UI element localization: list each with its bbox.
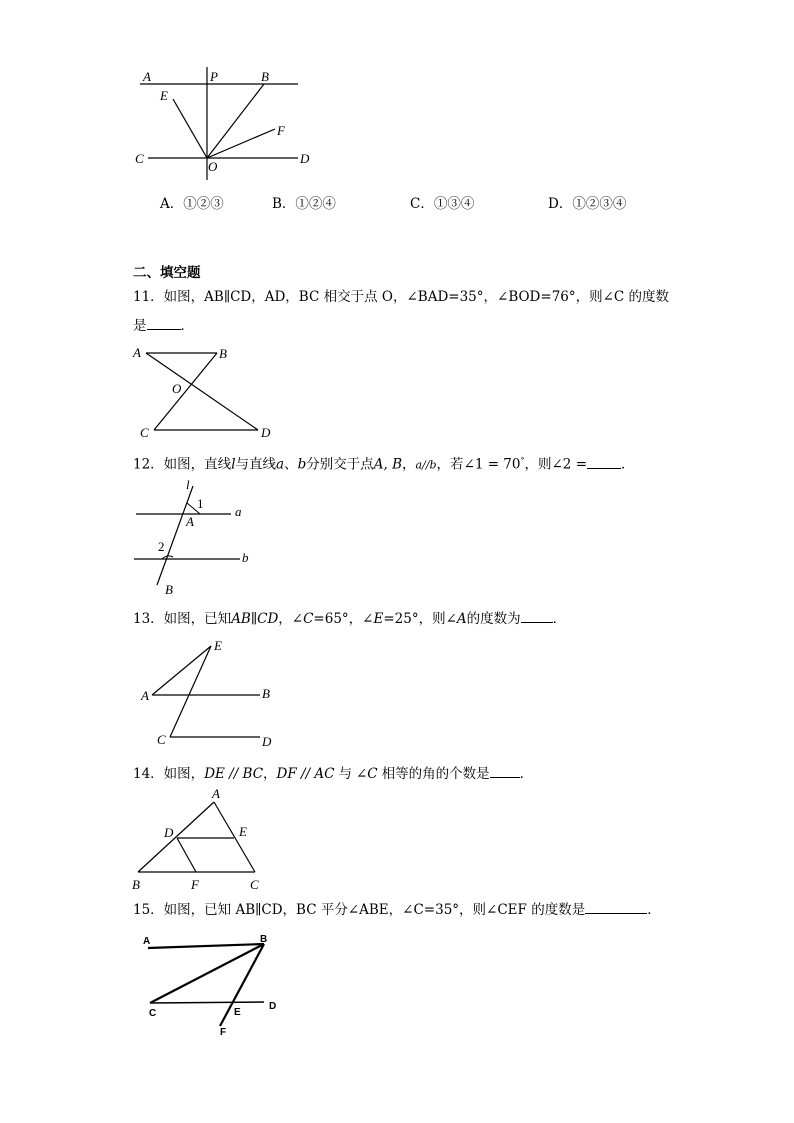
label-b: B (219, 346, 227, 361)
label-a: A (212, 786, 220, 801)
line-ec (170, 646, 211, 737)
var-ab: A, B (373, 456, 402, 473)
label-b: B (260, 934, 268, 945)
section-title: 二、填空题 (133, 265, 201, 281)
q12-text: ，若∠1 = 70 (436, 456, 521, 473)
choice-d (548, 192, 626, 212)
label-b: B (261, 69, 269, 84)
line-of (207, 129, 275, 158)
label-o: O (172, 381, 182, 396)
var-a: a (276, 456, 285, 473)
choice-text: ①②③ (183, 196, 224, 212)
label-e: E (214, 638, 222, 653)
question-11-line1 (133, 287, 669, 307)
choice-b (272, 192, 336, 212)
label-1: 1 (197, 496, 204, 511)
var-b: b (297, 456, 307, 473)
label-p: P (210, 69, 218, 84)
q13-text: =25°，则∠ (383, 611, 457, 627)
label-c: C (250, 877, 259, 892)
label-e: E (160, 88, 168, 103)
answer-blank[interactable] (521, 608, 553, 623)
q13-text: ∥ (250, 611, 258, 627)
var-de-bc: DE // BC (204, 766, 264, 782)
choice-letter: B． (272, 196, 296, 212)
q14-comma: ， (263, 766, 277, 782)
choice-letter: C． (410, 196, 434, 212)
choice-c (410, 192, 474, 212)
figure-q14 (130, 786, 270, 894)
label-c: C (149, 1008, 157, 1019)
label-a: A (143, 936, 151, 947)
q13-text: =65°，∠ (313, 611, 374, 627)
line-l (157, 486, 193, 585)
q12-text: 12．如图，直线 (133, 456, 232, 473)
q13-end: ． (552, 611, 567, 627)
degree-sign: ° (520, 456, 525, 465)
label-a: A (133, 345, 141, 360)
var-angle-c: ∠C (356, 766, 378, 782)
line-ob (207, 84, 264, 158)
answer-blank[interactable] (585, 899, 647, 914)
choice-text: ①②③④ (572, 196, 627, 212)
q13-text: 13．如图，已知 (133, 611, 232, 627)
line-cd (150, 1002, 264, 1003)
line-df (177, 838, 196, 872)
answer-blank[interactable] (587, 454, 621, 469)
line-ac (214, 802, 255, 872)
label-b: B (132, 877, 140, 892)
label-a: A (141, 688, 149, 703)
figure-q10 (130, 62, 330, 182)
q11-text-2: 是 (133, 318, 147, 334)
q14-end: ． (519, 766, 534, 782)
label-l: l (186, 477, 190, 492)
q12-sep: 、 (284, 456, 298, 473)
label-b-line: b (242, 550, 249, 565)
q11-end: ． (180, 318, 194, 334)
q14-text: 相等的角的个数是 (381, 766, 490, 782)
var-df-ac: DF // AC (276, 766, 335, 782)
figure-q11 (130, 342, 280, 442)
q15-end: ． (647, 902, 661, 918)
line-ae (152, 646, 211, 695)
choice-letter: A． (160, 196, 184, 212)
line-oe (173, 99, 207, 158)
figure-q12 (130, 478, 260, 600)
answer-blank[interactable] (147, 315, 181, 330)
question-13 (133, 608, 566, 629)
answer-blank[interactable] (490, 763, 520, 778)
label-b: B (262, 686, 270, 701)
label-2: 2 (158, 539, 165, 554)
label-d: D (261, 425, 271, 440)
var-parallel: a//b (415, 458, 437, 472)
q14-text: 14．如图， (133, 766, 205, 782)
var-e: E (373, 611, 384, 627)
q12-end: ． (621, 456, 635, 473)
label-b-point: B (165, 582, 173, 597)
label-e: E (239, 824, 247, 839)
q12-text: 与直线 (235, 456, 277, 473)
choice-text: ①②④ (295, 196, 336, 212)
label-f: F (277, 123, 285, 138)
label-d: D (269, 1001, 277, 1012)
label-f: F (191, 877, 199, 892)
q13-text: ，∠ (278, 611, 304, 627)
label-d: D (300, 151, 310, 166)
q13-text: 的度数为 (466, 611, 521, 627)
label-c: C (157, 732, 166, 747)
choice-text: ①③④ (433, 196, 475, 212)
label-f: F (220, 1027, 227, 1038)
figure-q15 (138, 930, 288, 1040)
q11-text: 11．如图，AB∥CD，AD，BC 相交于点 O，∠BAD=35°，∠BOD=76°，则∠C 的度数 (133, 289, 670, 305)
q12-text: ， (402, 456, 416, 473)
label-d: D (262, 734, 272, 749)
line-ab (138, 802, 214, 872)
q15-text: 15．如图，已知 AB∥CD，BC 平分∠ABE，∠C=35°，则∠CEF 的度数是 (133, 902, 586, 918)
label-d: D (164, 825, 174, 840)
question-11-line2 (133, 315, 194, 336)
label-c: C (135, 151, 144, 166)
question-15 (133, 899, 661, 920)
q12-text: ，则∠2 = (524, 456, 588, 473)
label-e: E (234, 1007, 241, 1018)
label-a-point: A (186, 514, 194, 529)
figure-q13 (130, 638, 280, 750)
q12-text: 分别交于点 (306, 456, 374, 473)
var-ab: AB (231, 611, 251, 627)
label-a: A (143, 69, 151, 84)
question-12 (133, 451, 635, 476)
label-o: O (208, 159, 218, 174)
var-cd: CD (257, 611, 279, 627)
var-l: l (231, 456, 236, 473)
line-bc (150, 944, 264, 1003)
choice-a (160, 192, 224, 212)
choice-letter: D． (548, 196, 573, 212)
line-ab (148, 944, 264, 948)
question-14 (133, 763, 533, 784)
label-c: C (140, 425, 149, 440)
label-a-line: a (235, 504, 242, 519)
var-c: C (303, 611, 314, 627)
var-a: A (456, 611, 467, 627)
q14-text: 与 (338, 766, 352, 782)
